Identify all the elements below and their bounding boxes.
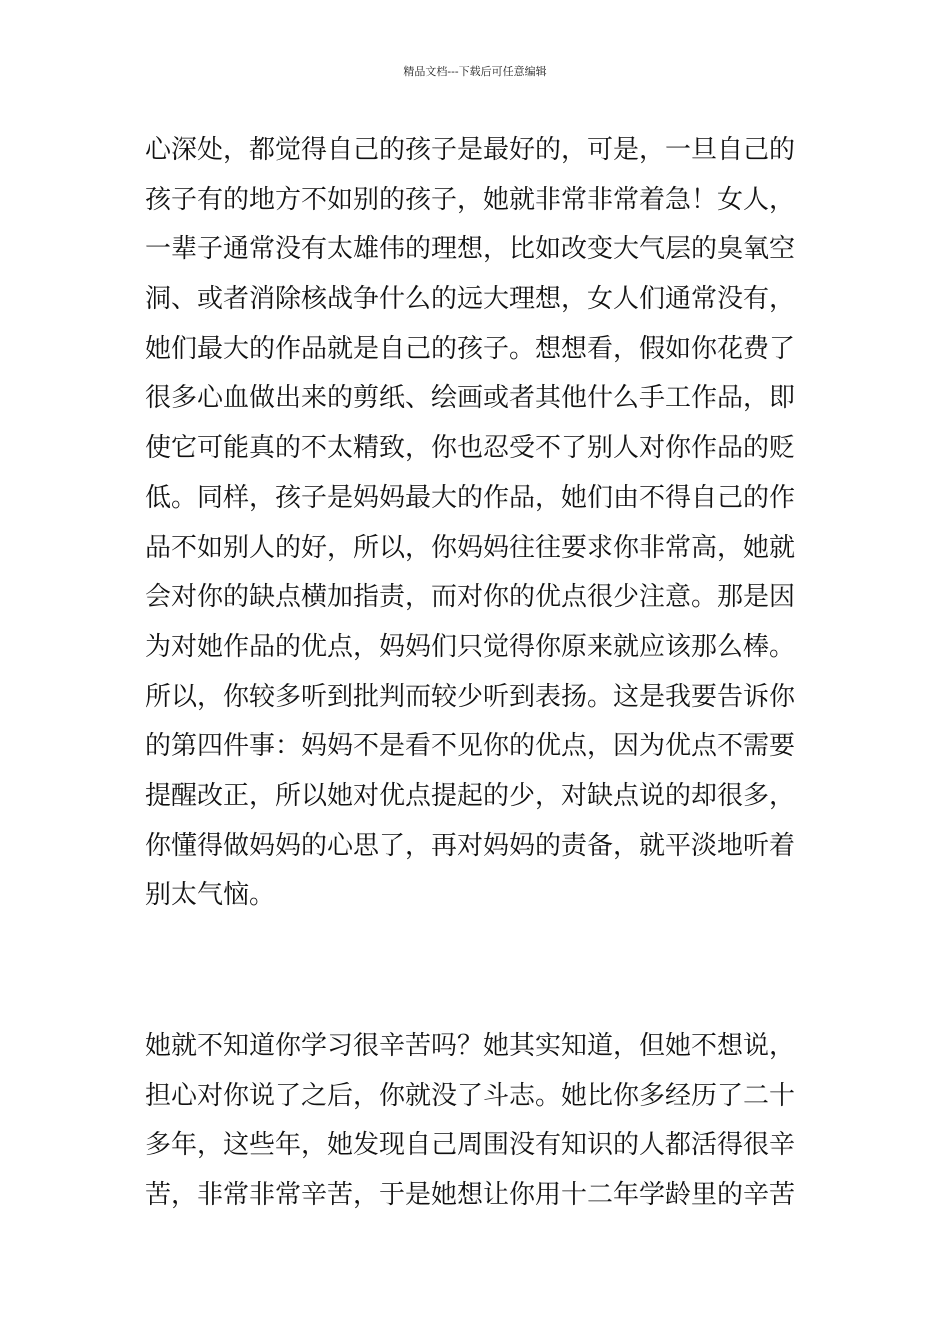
text-line: 品不如别人的好，所以，你妈妈往往要求你非常高，她就: [145, 532, 796, 563]
text-line: 提醒改正，所以她对优点提起的少，对缺点说的却很多，: [145, 780, 796, 811]
paragraph-2: [145, 1022, 813, 1221]
text-line: 你懂得做妈妈的心思了，再对妈妈的责备，就平淡地听着: [145, 830, 796, 861]
text-line: 的第四件事：妈妈不是看不见你的优点，因为优点不需要: [145, 731, 796, 762]
text-line: 她们最大的作品就是自己的孩子。想想看，假如你花费了: [145, 333, 796, 364]
text-line: 担心对你说了之后，你就没了斗志。她比你多经历了二十: [145, 1080, 796, 1111]
paragraph-1: [145, 126, 813, 921]
text-line: 使它可能真的不太精致，你也忍受不了别人对你作品的贬: [145, 433, 796, 464]
text-line: 苦，非常非常辛苦，于是她想让你用十二年学龄里的辛苦: [145, 1180, 796, 1211]
text-line: 所以，你较多听到批判而较少听到表扬。这是我要告诉你: [145, 681, 796, 712]
text-line: 洞、或者消除核战争什么的远大理想，女人们通常没有，: [145, 284, 796, 315]
page-header: 精品文档---下载后可任意编辑: [403, 65, 547, 78]
text-line: 为对她作品的优点，妈妈们只觉得你原来就应该那么棒。: [145, 631, 796, 662]
text-line: 孩子有的地方不如别的孩子，她就非常非常着急！女人，: [145, 184, 796, 215]
text-line: 低。同样，孩子是妈妈最大的作品，她们由不得自己的作: [145, 482, 796, 513]
text-line: 会对你的缺点横加指责，而对你的优点很少注意。那是因: [145, 582, 796, 613]
text-line: 她就不知道你学习很辛苦吗？她其实知道，但她不想说，: [145, 1031, 796, 1061]
text-line: 一辈子通常没有太雄伟的理想，比如改变大气层的臭氧空: [145, 234, 796, 265]
text-line: 多年，这些年，她发现自己周围没有知识的人都活得很辛: [145, 1130, 796, 1161]
text-line: 别太气恼。: [145, 880, 276, 911]
text-line: 心深处，都觉得自己的孩子是最好的，可是，一旦自己的: [145, 135, 796, 165]
text-line: 很多心血做出来的剪纸、绘画或者其他什么手工作品，即: [145, 383, 796, 414]
